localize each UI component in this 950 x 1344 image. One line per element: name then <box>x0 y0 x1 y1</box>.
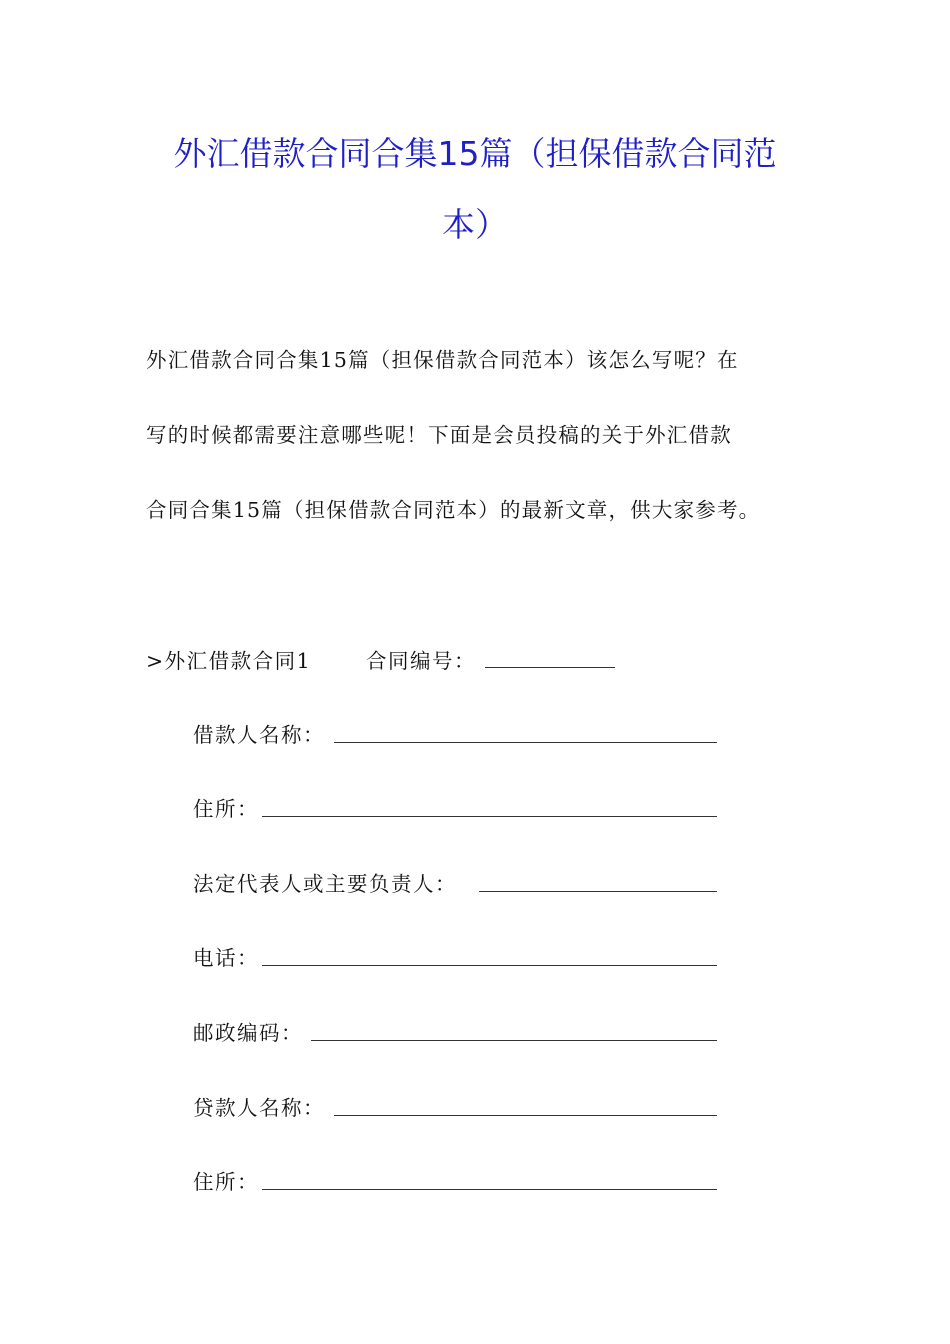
field-label-phone: 电话： <box>193 946 259 970</box>
field-blank-postal-code <box>311 1040 717 1041</box>
contract-number-label: 合同编号： <box>366 649 476 673</box>
intro-paragraph-line-3: 合同合集15篇（担保借款合同范本）的最新文章，供大家参考。 <box>146 498 761 522</box>
document-title-line-1: 外汇借款合同合集15篇（担保借款合同范 <box>173 134 777 173</box>
field-blank-lender-address <box>262 1189 717 1190</box>
field-label-lender-name: 贷款人名称： <box>193 1096 325 1120</box>
field-label-legal-representative: 法定代表人或主要负责人： <box>193 872 457 896</box>
field-blank-lender-name <box>334 1115 717 1116</box>
field-blank-borrower-address <box>262 816 717 817</box>
field-label-postal-code: 邮政编码： <box>193 1021 303 1045</box>
field-label-lender-address: 住所： <box>193 1170 259 1194</box>
intro-paragraph-line-1: 外汇借款合同合集15篇（担保借款合同范本）该怎么写呢？在 <box>146 348 739 372</box>
field-label-borrower-name: 借款人名称： <box>193 723 325 747</box>
field-blank-legal-representative <box>479 891 717 892</box>
contract-number-blank <box>485 667 615 668</box>
field-label-borrower-address: 住所： <box>193 797 259 821</box>
contract-heading: >外汇借款合同1 <box>146 649 312 673</box>
field-blank-borrower-name <box>334 742 717 743</box>
document-title-line-2: 本） <box>442 205 508 244</box>
field-blank-phone <box>262 965 717 966</box>
intro-paragraph-line-2: 写的时候都需要注意哪些呢！下面是会员投稿的关于外汇借款 <box>146 423 732 447</box>
